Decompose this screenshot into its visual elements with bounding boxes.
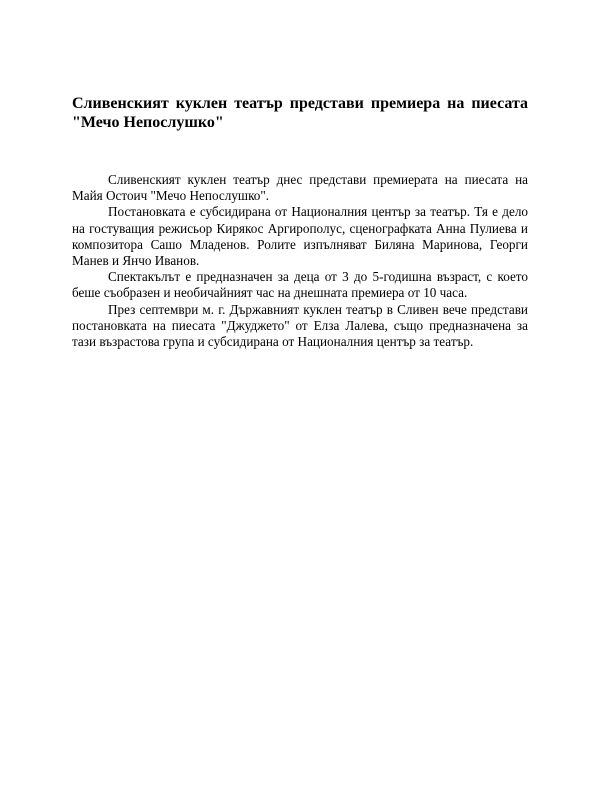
article-headline: Сливенският куклен театър представи премиера на пиесата "Мечо Непослушко" bbox=[72, 95, 528, 131]
article-body bbox=[72, 172, 528, 350]
article-paragraph: Спектакълът е предназначен за деца от 3 до 5-годишна възраст, с което беше съобразен и необичайният час на днешната премиера от 10 часа. bbox=[72, 269, 528, 301]
article-paragraph: Сливенският куклен театър днес представи премиерата на пиесата на Майя Остоич "Мечо Непослушко". bbox=[72, 172, 528, 204]
document-page bbox=[72, 94, 528, 350]
article-paragraph: През септември м. г. Държавният куклен театър в Сливен вече представи постановката на пиесата "Джуджето" от Елза Лалева, също предназначена за тази възрастова група и субсидирана от Националния център за театър. bbox=[72, 301, 528, 350]
article-paragraph: Постановката е субсидирана от Националния център за театър. Тя е дело на гостуващия режисьор Кирякос Аргирополус, сценографката Анна Пулиева и композитора Сашо Младенов. Ролите изпълняват Биляна Маринова, Георги Манев и Янчо Иванов. bbox=[72, 204, 528, 269]
